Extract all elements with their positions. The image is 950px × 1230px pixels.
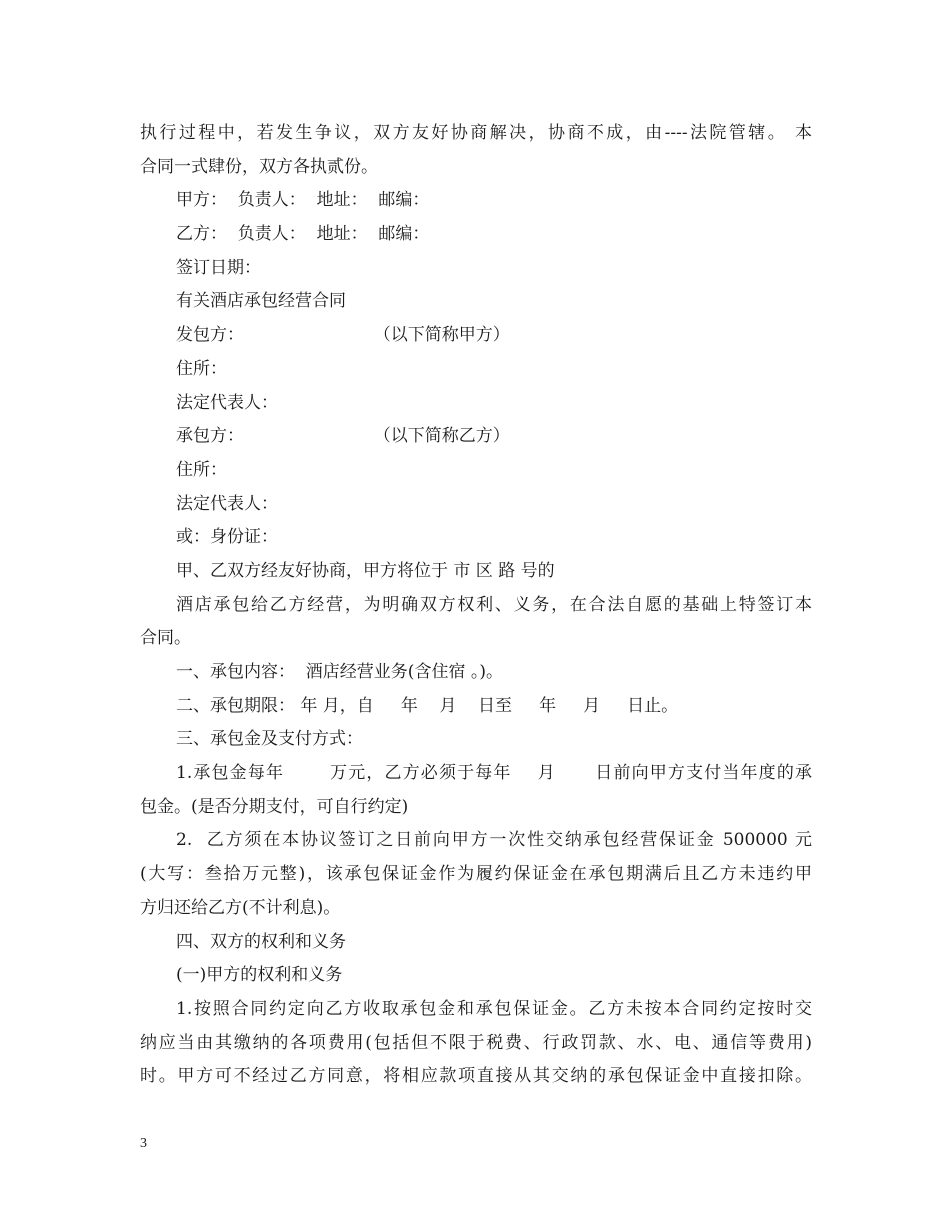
legal-representative-line: 法定代表人： [176, 392, 278, 413]
signing-date-line: 签订日期： [176, 257, 261, 278]
contractor-issuer-line: 发包方： （以下简称甲方） [176, 325, 510, 346]
paragraph-line: 合同一式肆份，双方各执贰份。 [140, 156, 378, 177]
contractor-line: 承包方： （以下简称乙方） [176, 426, 510, 447]
clause-heading: 三、承包金及支付方式： [176, 729, 363, 750]
paragraph-line: (大写：叁拾万元整)，该承包保证金作为履约保证金在承包期满后且乙方未违约甲 [140, 864, 812, 885]
paragraph-line: 纳应当由其缴纳的各项费用(包括但不限于税费、行政罚款、水、电、通信等费用) [140, 1032, 812, 1053]
paragraph-line: 酒店承包给乙方经营，为明确双方权利、义务，在合法自愿的基础上特签订本 [176, 594, 812, 615]
party-a-line: 甲方： 负责人： 地址： 邮编： [176, 190, 430, 211]
paragraph-line: 包金。(是否分期支付，可自行约定) [140, 796, 409, 817]
paragraph-line: 1.按照合同约定向乙方收取承包金和承包保证金。乙方未按本合同约定按时交 [176, 998, 812, 1019]
clause-heading: (一)甲方的权利和义务 [176, 965, 343, 986]
legal-representative-line: 法定代表人： [176, 493, 278, 514]
paragraph-line: 方归还给乙方(不计利息)。 [140, 897, 341, 918]
paragraph-line: 合同。 [140, 628, 191, 649]
clause-heading: 四、双方的权利和义务 [176, 931, 346, 952]
contract-title: 有关酒店承包经营合同 [176, 291, 346, 312]
clause-heading: 二、承包期限： 年 月，自 年 月 日至 年 月 日止。 [176, 695, 679, 716]
document-body [140, 117, 812, 1094]
paragraph-line: 时。甲方可不经过乙方同意，将相应款项直接从其交纳的承包保证金中直接扣除。 [140, 1066, 812, 1087]
paragraph-line: 1.承包金每年 万元，乙方必须于每年 月 日前向甲方支付当年度的承 [176, 763, 812, 784]
paragraph-line: 执行过程中，若发生争议，双方友好协商解决，协商不成，由----法院管辖。 本 [140, 123, 812, 143]
address-line: 住所： [176, 459, 227, 480]
paragraph-line: 2. 乙方须在本协议签订之日前向甲方一次性交纳承包经营保证金 500000 元 [176, 830, 812, 851]
id-card-line: 或：身份证： [176, 527, 278, 548]
page-number: 3 [140, 1136, 147, 1151]
party-b-line: 乙方： 负责人： 地址： 邮编： [176, 224, 430, 245]
address-line: 住所： [176, 358, 227, 379]
paragraph-line: 甲、乙双方经友好协商，甲方将位于 市 区 路 号的 [176, 560, 555, 581]
clause-heading: 一、承包内容： 酒店经营业务(含住宿 。)。 [176, 662, 503, 682]
